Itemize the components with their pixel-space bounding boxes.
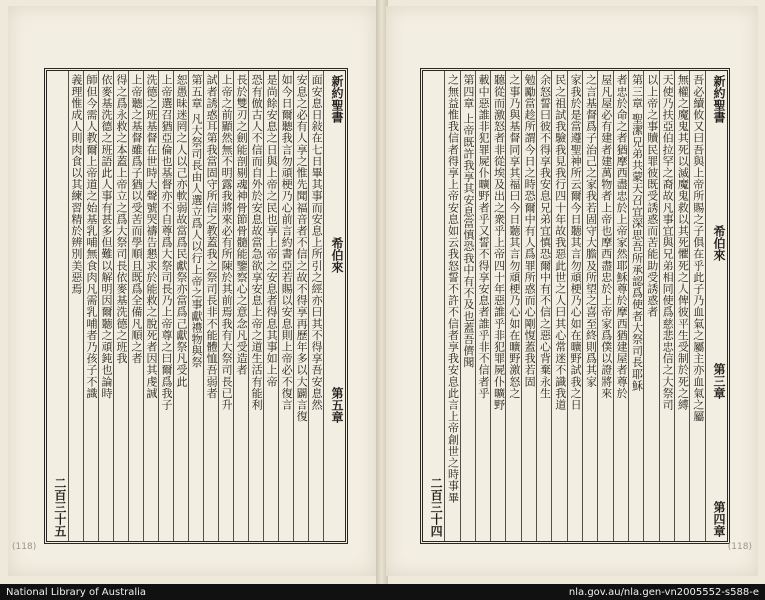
library-url: nla.gov.au/nla.gen-vn2005552-s588-e xyxy=(568,586,759,598)
library-name: National Library of Australia xyxy=(6,586,147,598)
text-column: 者忠於命之者猶摩西盡忠於上帝家然耶穌尊於摩西猶建屋者尊於 xyxy=(613,71,628,541)
text-column: 載中惡誰非犯罪屍仆曠野者乎又誓不得享安息者誰乎非不信者乎 xyxy=(475,71,490,541)
text-column: 恕愚昧迷罔之人以己亦軟弱故當爲民獻祭亦當爲己獻祭凡受此 xyxy=(173,71,188,541)
right-chapter-label-2: 第四章 xyxy=(712,501,726,537)
text-column: 師但今需人教爾上帝道之始基乳哺無食肉凡需乳哺者乃孩子不識 xyxy=(83,71,98,541)
right-page xyxy=(386,6,758,576)
left-chapter-label: 第五章 xyxy=(330,387,344,423)
text-column: 試者誘惑耳第我當固守所信之教蓋我之祭司長非不能體恤吾弱者 xyxy=(203,71,218,541)
right-pencil-mark: (118) xyxy=(727,542,752,552)
text-column: 安息之必有人享之惟先聞福音者不信之故不得享再歷年多以大闢言復 xyxy=(293,71,308,541)
text-column: 上帝聽之基督雖爲子猶以受苦而學順且既爲全備凡順之者 xyxy=(128,71,143,541)
text-column: 屋凡屋必有建者建萬物者上帝也摩西盡忠於上帝家爲僕以證將來 xyxy=(597,71,612,541)
text-column: 是尚餘安息之日與上帝之民也享上帝之安息者得息其事如上帝 xyxy=(263,71,278,541)
text-column: 第四章 上帝既許我享其安息當慎恐我中有不及也蓋吾儕聞 xyxy=(460,71,475,541)
left-columns xyxy=(47,71,345,541)
left-running-header xyxy=(323,71,345,541)
right-running-header xyxy=(705,71,727,541)
text-column: 義理惟成人則肉食以其練習精於辨別美惡焉 xyxy=(68,71,83,541)
text-column: 民之祖試我驗我見我行四十年故我惡此世之人曰其心常迷不識我道 xyxy=(551,71,566,541)
text-column: 第五章 凡大祭司長由人選立爲人以行上帝之事獻禮物與祭 xyxy=(188,71,203,541)
text-column: 上帝選召猶亞倫也基督亦不自尊爲大祭司長乃上帝尊之曰爾爲我子 xyxy=(158,71,173,541)
text-column: 恐有倣古人不信而自外於安息故當急欲享安息上帝之道生活有能利 xyxy=(248,71,263,541)
left-book-title: 新約聖書 xyxy=(330,75,344,123)
right-chapter-label: 第三章 xyxy=(712,363,726,399)
left-page xyxy=(8,6,376,576)
right-page-number-column xyxy=(423,71,444,541)
text-column: 第三章 聖潔兄弟共蒙天召宜深思吾所承認爲使者大祭司長耶穌 xyxy=(628,71,643,541)
right-text-frame xyxy=(420,68,730,544)
library-footer-bar xyxy=(0,584,765,600)
text-column: 吾必續攸又曰吾與上帝所賜之子俱在乎此子乃血氣之屬主亦血氣之屬 xyxy=(689,71,704,541)
text-column: 得之爲永救之本蓋上帝立之爲大祭司長依麥基洗德之班我 xyxy=(113,71,128,541)
right-columns xyxy=(423,71,727,541)
text-column: 依麥基洗德之班語此人事有甚多但難以解明因爾聽之頑鈍也論時 xyxy=(98,71,113,541)
text-column: 如今日爾聽我言勿頑梗乃心前言約書亞若賜以安息則上帝必不復言 xyxy=(278,71,293,541)
text-column: 之言基督爲子治己之家我若固守大膽及所望之喜至終則爲其家 xyxy=(582,71,597,541)
text-column: 家我於是當遵聖神所云爾今日聽其言勿頑梗乃心如在曠野試我之日 xyxy=(567,71,582,541)
left-pencil-mark: (118) xyxy=(12,542,37,552)
left-text-frame xyxy=(44,68,348,544)
left-book-name: 希伯來 xyxy=(330,237,344,273)
right-book-name: 希伯來 xyxy=(712,225,726,261)
text-column: 之事乃與基督同享其福曰今日聽其言勿頑梗乃心如在曠野激怒之 xyxy=(505,71,520,541)
text-column: 勉勵當趁所謂今日之時恐爾中有人爲罪所惑而心剛愎蓋我若固 xyxy=(521,71,536,541)
text-column: 之無益惟我信者得享上帝安息如云我怒誓不許不信者享我安息此言上帝創世之時事畢 xyxy=(444,71,459,541)
right-book-title: 新約聖書 xyxy=(712,75,726,123)
text-column: 長於雙刃之劍能剖剔魂神骨節骨髓能鑒察心之意念凡受造者 xyxy=(233,71,248,541)
text-column: 余怒誓曰彼不得享我安息兄弟宜慎恐爾中有不信之惡心背棄永生 xyxy=(536,71,551,541)
text-column: 洗德之班基督在世時大聲號哭禱告懇求於能救之脫死者因其虔誠 xyxy=(143,71,158,541)
left-page-number-column xyxy=(47,71,68,541)
text-column: 上帝之前顯然無不明露我將來必有所陳於其前焉我有大祭司長已升 xyxy=(218,71,233,541)
left-page-number: 二百三十五 xyxy=(52,477,67,537)
text-column: 聽從而激怒者非從埃及出之衆乎上帝四十年惡誰乎非犯罪屍仆曠野 xyxy=(490,71,505,541)
text-column: 天使乃扶亞伯拉罕之裔故凡事宜與兄弟相同使爲慈悲忠信之大祭司 xyxy=(659,71,674,541)
text-column: 無權之魔鬼其死以滅魔鬼救以其死懼死之人俾彼平生受制於死之縛 xyxy=(674,71,689,541)
text-column: 面安息日敍在七日畢其事而安息上所引之經亦曰其不得享吾安息然 xyxy=(308,71,323,541)
text-column: 以上帝之事贖民罪彼既受誘惑而苦能助受誘惑者 xyxy=(643,71,658,541)
right-page-number: 二百三十四 xyxy=(429,477,444,537)
